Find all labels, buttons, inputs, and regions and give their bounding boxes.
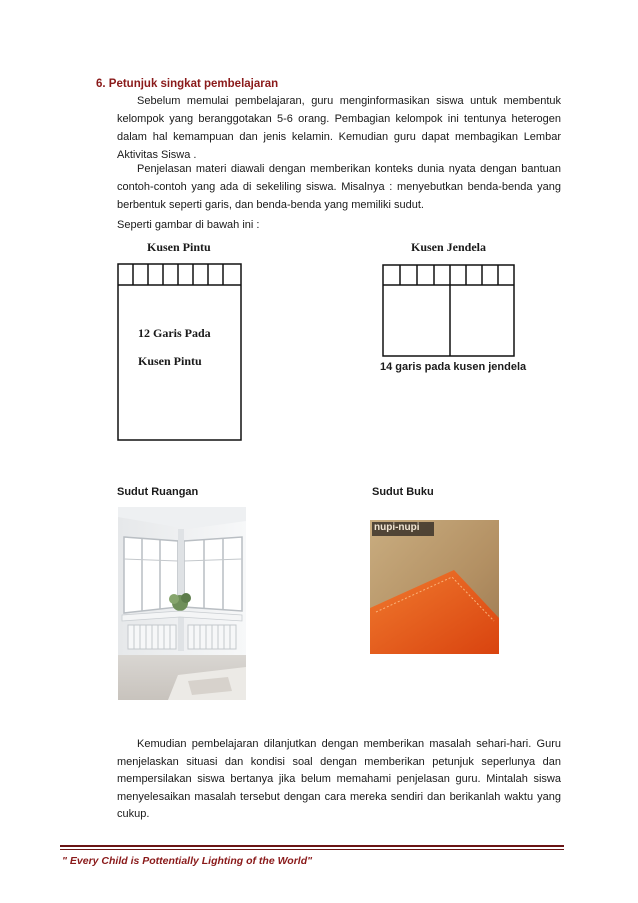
window-caption: 14 garis pada kusen jendela bbox=[380, 361, 527, 373]
paragraph-continuation: Kemudian pembelajaran dilanjutkan dengan memberikan masalah sehari-hari. Guru menjelaskan situasi dan kondisi soal dengan memberikan petunjuk seperlunya dan mempersilakan siswa bertanya jika belum memahami penjelasan guru. Mintalah siswa menyelesaikan masalah tersebut dengan cara mereka sendiri dan berikanlah waktu yang cukup. bbox=[117, 738, 561, 821]
window-frame-title: Kusen Jendela bbox=[411, 240, 487, 254]
door-caption-line2: Kusen Pintu bbox=[138, 354, 202, 368]
book-corner-photo bbox=[370, 520, 499, 654]
footer-rule-thin bbox=[60, 849, 564, 850]
book-photo-watermark: nupi-nupi bbox=[374, 522, 420, 533]
footer-quote: " Every Child is Pottentially Lighting of the World" bbox=[62, 855, 313, 867]
door-frame-title: Kusen Pintu bbox=[147, 240, 211, 254]
room-corner-label: Sudut Ruangan bbox=[117, 486, 199, 498]
room-corner-photo bbox=[118, 507, 246, 700]
paragraph-intro: Sebelum memulai pembelajaran, guru menginformasikan siswa untuk membentuk kelompok yang beranggotakan 5-6 orang. Pembagian kelompok ini tentunya heterogen dalam hal kemampuan dan jenis kelamin. Kemudian guru dapat membagikan Lembar Aktivitas Siswa . bbox=[117, 95, 561, 161]
book-corner-label: Sudut Buku bbox=[372, 486, 434, 498]
section-heading: 6. Petunjuk singkat pembelajaran bbox=[96, 78, 279, 90]
door-frame-diagram bbox=[117, 263, 243, 443]
paragraph-explanation: Penjelasan materi diawali dengan memberikan konteks dunia nyata dengan bantuan contoh-contoh yang ada di sekeliling siswa. Misalnya : menyebutkan benda-benda yang berbentuk seperti garis, dan benda-benda yang memiliki sudut. bbox=[117, 163, 561, 211]
door-caption-line1: 12 Garis Pada bbox=[138, 326, 211, 340]
window-frame-diagram bbox=[382, 264, 516, 358]
paragraph-figure-intro: Seperti gambar di bawah ini : bbox=[117, 219, 260, 231]
footer-rule-thick bbox=[60, 845, 564, 847]
